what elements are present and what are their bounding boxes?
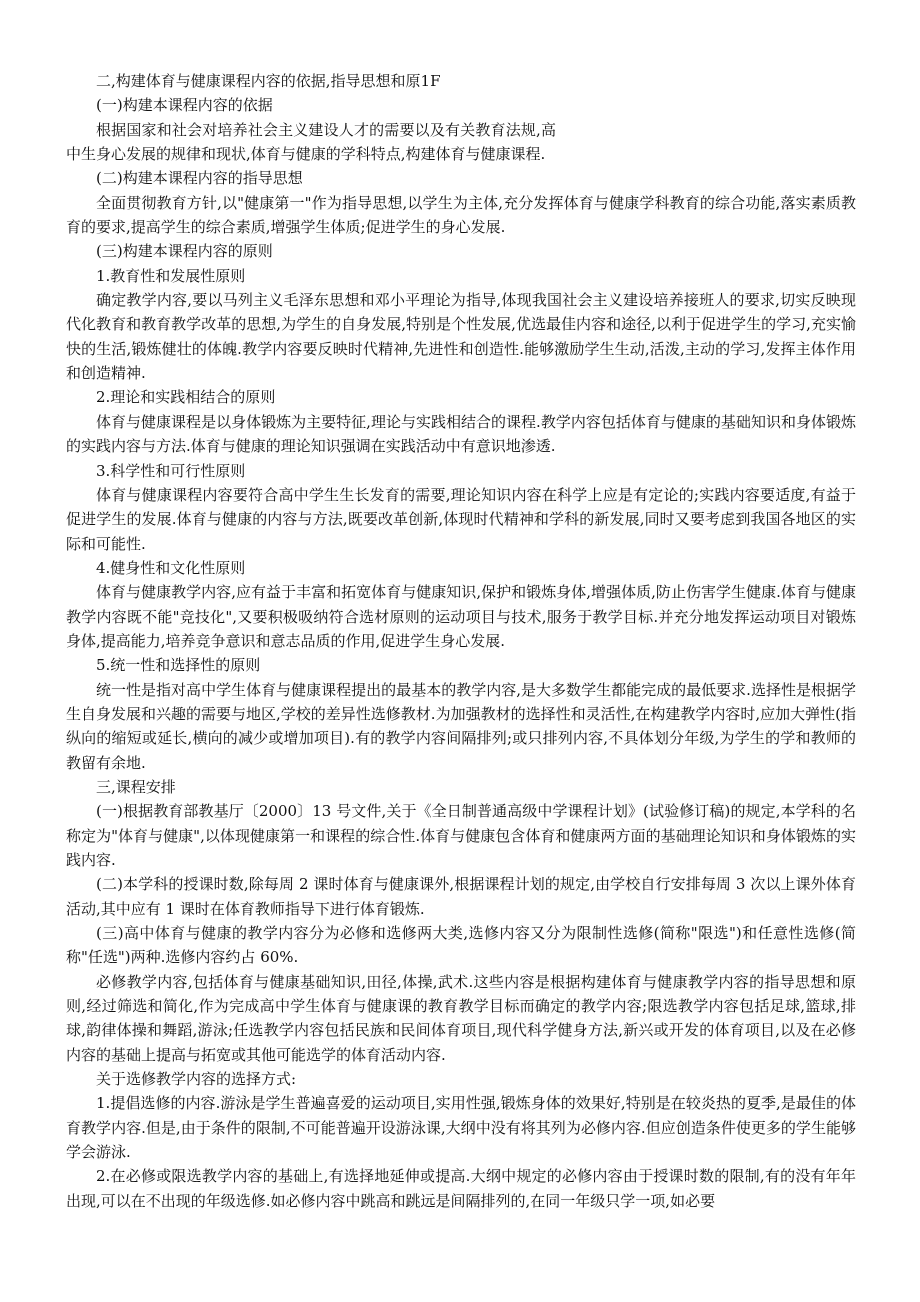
body-paragraph: 全面贯彻教育方针,以"健康第一"作为指导思想,以学生为主体,充分发挥体育与健康学科教育的综合功能,落实素质教育的要求,提高学生的综合素质,增强学生体质;促进学生的身心发展. bbox=[66, 193, 856, 237]
subsection-heading: (一)构建本课程内容的依据 bbox=[96, 96, 273, 115]
body-paragraph: 2.在必修或限选教学内容的基础上,有选择地延伸或提高.大纲中规定的必修内容由于授课时数的限制,有的没有年年出现,可以在不出现的年级选修.如必修内容中跳高和跳远是间隔排列的,在同一年级只学一项,如必要 bbox=[66, 1167, 856, 1210]
body-paragraph: (二)本学科的授课时数,除每周 2 课时体育与健康课外,根据课程计划的规定,由学校自行安排每周 3 次以上课外体育活动,其中应有 1 课时在体育教师指导下进行体育锻炼. bbox=[66, 875, 856, 918]
body-paragraph: (三)高中体育与健康的教学内容分为必修和选修两大类,选修内容又分为限制性选修(简称"限选")和任意性选修(简称"任选")两种.选修内容约占 60%. bbox=[66, 924, 856, 967]
subsection-heading: (二)构建本课程内容的指导思想 bbox=[96, 169, 303, 188]
section-heading: 三,课程安排 bbox=[96, 777, 176, 796]
principle-heading: 1.教育性和发展性原则 bbox=[96, 266, 246, 285]
principle-heading: 3.科学性和可行性原则 bbox=[96, 461, 246, 480]
principle-heading: 5.统一性和选择性的原则 bbox=[96, 656, 261, 675]
body-paragraph: 体育与健康课程内容要符合高中学生生长发育的需要,理论知识内容在科学上应是有定论的;实践内容要适度,有益于促进学生的发展.体育与健康的内容与方法,既要改革创新,体现时代精神和学科的新发展,同时又要考虑到我国各地区的实际和可能性. bbox=[66, 485, 856, 553]
principle-heading: 2.理论和实践相结合的原则 bbox=[96, 388, 276, 407]
body-paragraph: 关于选修教学内容的选择方式: bbox=[96, 1070, 297, 1089]
body-paragraph: 根据国家和社会对培养社会主义建设人才的需要以及有关教育法规,高中生身心发展的规律和现状,体育与健康的学科特点,构建体育与健康课程. bbox=[66, 120, 556, 164]
body-paragraph: (一)根据教育部教基厅〔2000〕13 号文件,关于《全日制普通高级中学课程计划》(试验修订稿)的规定,本学科的名称定为"体育与健康",以体现健康第一和课程的综合性.体育与健康包含体育和健康两方面的基础理论知识和身体锻炼的实践内容. bbox=[66, 802, 856, 869]
body-paragraph: 统一性是指对高中学生体育与健康课程提出的最基本的教学内容,是大多数学生都能完成的最低要求.选择性是根据学生自身发展和兴趣的需要与地区,学校的差异性选修教材.为加强教材的选择性和灵活性,在构建教学内容时,应加大弹性(指纵向的缩短或延长,横向的减少或增加项目).有的教学内容间隔排列;或只排列内容,不具体划分年级,为学生的学和教师的教留有余地. bbox=[66, 680, 856, 772]
section-heading: 二,构建体育与健康课程内容的依据,指导思想和原1F bbox=[96, 72, 441, 90]
principle-heading: 4.健身性和文化性原则 bbox=[96, 558, 246, 577]
body-paragraph: 体育与健康教学内容,应有益于丰富和拓宽体育与健康知识,保护和锻炼身体,增强体质,防止伤害学生健康.体育与健康教学内容既不能"竞技化",又要积极吸纳符合选材原则的运动项目与技术,服务于教学目标.并充分地发挥运动项目对锻炼身体,提高能力,培养竞争意识和意志品质的作用,促进学生身心发展. bbox=[66, 583, 856, 650]
body-paragraph: 体育与健康课程是以身体锻炼为主要特征,理论与实践相结合的课程.教学内容包括体育与健康的基础知识和身体锻炼的实践内容与方法.体育与健康的理论知识强调在实践活动中有意识地渗透. bbox=[66, 412, 856, 456]
subsection-heading: (三)构建本课程内容的原则 bbox=[96, 242, 273, 261]
body-paragraph: 必修教学内容,包括体育与健康基础知识,田径,体操,武术.这些内容是根据构建体育与健康教学内容的指导思想和原则,经过筛选和简化,作为完成高中学生体育与健康课的教育教学目标而确定的教学内容;限选教学内容包括足球,篮球,排球,韵律体操和舞蹈,游泳;任选教学内容包括民族和民间体育项目,现代科学健身方法,新兴或开发的体育项目,以及在必修内容的基础上提高与拓宽或其他可能选学的体育活动内容. bbox=[66, 972, 856, 1064]
body-paragraph: 1.提倡选修的内容.游泳是学生普遍喜爱的运动项目,实用性强,锻炼身体的效果好,特别是在较炎热的夏季,是最佳的体育教学内容.但是,由于条件的限制,不可能普遍开设游泳课,大纲中没有将其列为必修内容.但应创造条件使更多的学生能够学会游泳. bbox=[66, 1094, 856, 1162]
body-paragraph: 确定教学内容,要以马列主义毛泽东思想和邓小平理论为指导,体现我国社会主义建设培养接班人的要求,切实反映现代化教育和教育教学改革的思想,为学生的自身发展,特别是个性发展,优选最佳内容和途径,以利于促进学生的学习,充实愉快的生活,锻炼健壮的体魄.教学内容要反映时代精神,先进性和创造性.能够激励学生生动,活泼,主动的学习,发挥主体作用和创造精神. bbox=[66, 291, 856, 383]
